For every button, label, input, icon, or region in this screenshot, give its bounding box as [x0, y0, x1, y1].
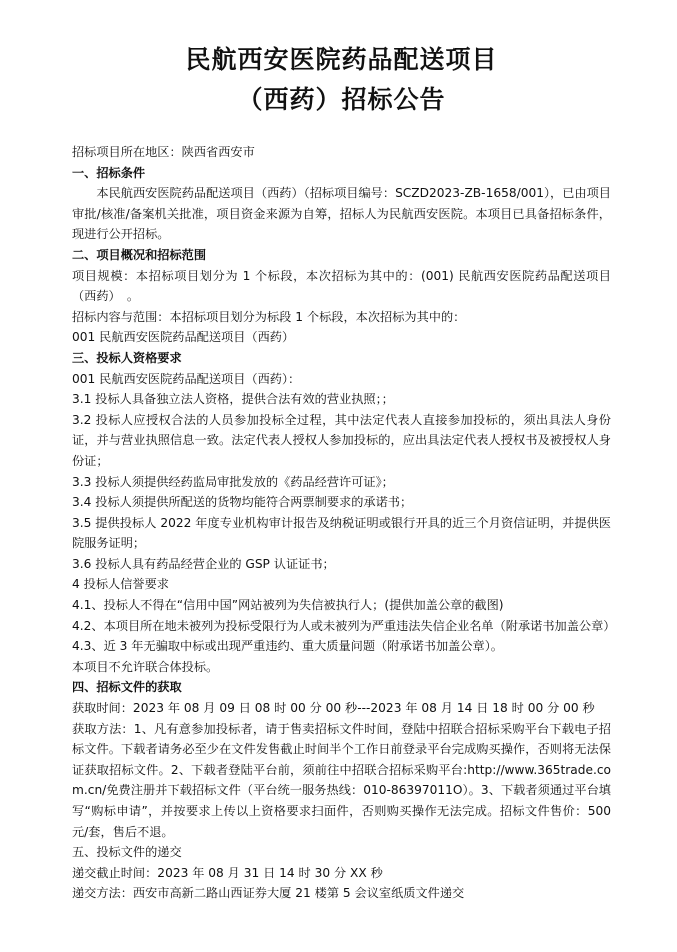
paragraph: 3.3 投标人须提供经药监局审批发放的《药品经营许可证》； [72, 474, 394, 489]
section-heading: 二、项目概况和招标范围 [72, 247, 207, 262]
paragraph: 递交方法：西安市高新二路山西证券大厦 21 楼第 5 会议室纸质文件递交 [72, 886, 465, 901]
paragraph: 项目规模：本招标项目划分为 1 个标段，本次招标为其中的：(001) 民航西安医院药品配送项目（西药） 。 [72, 268, 611, 304]
section-heading: 四、招标文件的获取 [72, 680, 182, 695]
document-subtitle: （西药）招标公告 [237, 85, 446, 114]
paragraph: 五、投标文件的递交 [72, 845, 182, 860]
paragraph: 4.3、近 3 年无骗取中标或出现严重违约、重大质量问题（附承诺书加盖公章）。 [72, 639, 503, 654]
document-title: 民航西安医院药品配送项目 [185, 45, 498, 74]
paragraph: 4 投标人信誉要求 [72, 577, 169, 592]
paragraph: 4.2、本项目所在地未被列为投标受限行为人或未被列为严重违法失信企业名单（附承诺书加盖公章） [72, 618, 616, 633]
paragraph: 001 民航西安医院药品配送项目（西药）： [72, 371, 301, 386]
paragraph: 招标内容与范围：本招标项目划分为标段 1 个标段，本次招标为其中的： [72, 309, 466, 324]
document-body [72, 142, 616, 904]
paragraph: 001 民航西安医院药品配送项目（西药） [72, 330, 295, 345]
paragraph: 获取方法：1、凡有意参加投标者，请于售卖招标文件时间，登陆中招联合招标采购平台下载电子招标文件。下载者请务必至少在文件发售截止时间半个工作日前登录平台完成购买操作，否则将无法保证获取招标文件。2、下载者登陆平台前，须前往中招联合招标采购平台:http://www.365trade.com.cn/免费注册并下载招标文件（平台统一服务热线：010-86397011O）。3、下载者须通过平台填写“购标申请”，并按要求上传以上资格要求扫面件，否则购买操作无法完成。招标文件售价：500 元/套，售后不退。 [72, 721, 611, 839]
section-heading: 三、投标人资格要求 [72, 350, 182, 365]
paragraph: 本民航西安医院药品配送项目（西药）（招标项目编号：SCZD2023-ZB-1658/001），已由项目审批/核准/备案机关批准，项目资金来源为自筹，招标人为民航西安医院。本项目已具备招标条件，现进行公开招标。 [72, 186, 611, 242]
paragraph: 3.4 投标人须提供所配送的货物均能符合两票制要求的承诺书； [72, 495, 413, 510]
paragraph: 3.5 提供投标人 2022 年度专业机构审计报告及纳税证明或银行开具的近三个月资信证明，并提供医院服务证明； [72, 515, 611, 551]
paragraph: 3.2 投标人应授权合法的人员参加投标全过程，其中法定代表人直接参加投标的，须出具法人身份证，并与营业执照信息一致。法定代表人授权人参加投标的，应出具法定代表人授权书及被授权人身份证； [72, 412, 611, 468]
paragraph: 获取时间：2023 年 08 月 09 日 08 时 00 分 00 秒---2023 年 08 月 14 日 18 时 00 分 00 秒 [72, 701, 595, 716]
section-heading: 一、招标条件 [72, 165, 146, 180]
paragraph: 本项目不允许联合体投标。 [72, 659, 219, 674]
paragraph: 递交截止时间：2023 年 08 月 31 日 14 时 30 分 XX 秒 [72, 865, 383, 880]
paragraph: 3.6 投标人具有药品经营企业的 GSP 认证证书； [72, 556, 335, 571]
paragraph: 4.1、投标人不得在“信用中国”网站被列为失信被执行人；(提供加盖公章的截图) [72, 598, 504, 613]
paragraph: 招标项目所在地区：陕西省西安市 [72, 145, 255, 159]
paragraph: 3.1 投标人具备独立法人资格，提供合法有效的营业执照；； [72, 392, 394, 407]
